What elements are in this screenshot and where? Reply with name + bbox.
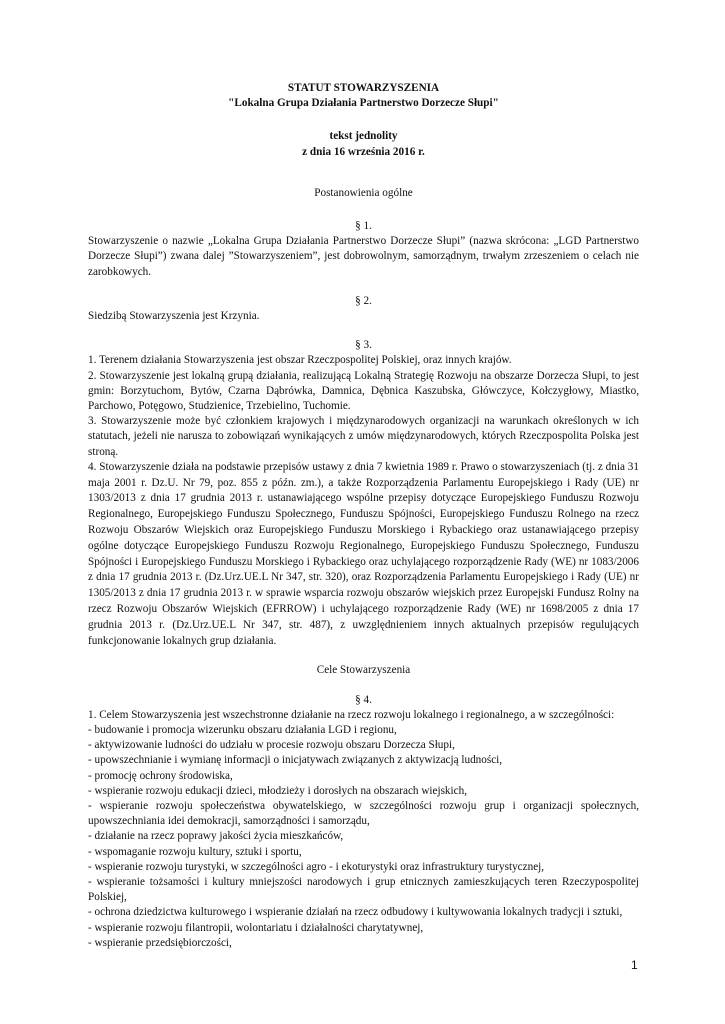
goal-list-item: - ochrona dziedzictwa kulturowego i wspieranie działań na rzecz odbudowy i kultywowania lokalnych tradycji i sztuki, [88, 906, 623, 919]
paragraph-3-title: § 3. [355, 339, 372, 352]
section-heading-goals: Cele Stowarzyszenia [316, 664, 411, 677]
goal-list-item: - promocję ochrony środowiska, [88, 769, 233, 782]
goal-list-item: - wspieranie rozwoju społeczeństwa obywatelskiego, w szczególności rozwoju grup i organizacji społecznych, upowszechniania idei demokracji, samorządności i samorządu, [88, 800, 639, 828]
document-subtitle [88, 129, 639, 159]
paragraph-2-text: Siedzibą Stowarzyszenia jest Krzynia. [88, 310, 260, 323]
paragraph-3-item-2: 2. Stowarzyszenie jest lokalną grupą działania, realizującą Lokalną Strategię Rozwoju na obszarze Dorzecza Słupi, to jest gmin: Borzytuchom, Bytów, Czarna Dąbrówka, Damnica, Dębnica Kaszubska, Główczyce, Kołczygłowy, Miastko, Parchowo, Potęgowo, Studzienice, Trzebielino, Tuchomie. [88, 369, 639, 413]
goal-list-item: - wspieranie rozwoju turystyki, w szczególności agro - i ekoturystyki oraz infrastruktury turystycznej, [88, 860, 545, 873]
paragraph-1-text: Stowarzyszenie o nazwie „Lokalna Grupa Działania Partnerstwo Dorzecze Słupi” (nazwa skrócona: „LGD Partnerstwo Dorzecze Słupi”) zwana dalej ”Stowarzyszeniem”, jest dobrowolnym, samorządnym, trwałym zrzeszeniem o celach nie zarobkowych. [88, 235, 639, 278]
document-title [88, 81, 639, 111]
goal-list-item: - wspieranie rozwoju filantropii, wolontariatu i działalności charytatywnej, [88, 921, 424, 934]
paragraph-3-item-4: 4. Stowarzyszenie działa na podstawie przepisów ustawy z dnia 7 kwietnia 1989 r. Prawo o stowarzyszeniach (tj. z dnia 31 maja 2001 r. Dz.U. Nr 79, poz. 855 z późn. zm.), a także Rozporządzenia Parlamentu Europejskiego i Rady (UE) nr 1303/2013 z dnia 17 grudnia 2013 r. ustanawiającego wspólne przepisy dotyczące Europejskiego Funduszu Rozwoju Regionalnego, Europejskiego Funduszu Społecznego, Funduszu Spójności, Europejskiego Funduszu Rolnego na rzecz Rozwoju Obszarów Wiejskich oraz Europejskiego Funduszu Morskiego i Rybackiego oraz ustanawiającego przepisy ogólne dotyczące Europejskiego Funduszu Rozwoju Regionalnego, Europejskiego Funduszu Społecznego, Funduszu Spójności i Europejskiego Funduszu Morskiego i Rybackiego oraz uchylającego rozporządzenie Rady (WE) nr 1083/2006 z dnia 17 grudnia 2013 r. (Dz.Urz.UE.L Nr 347, str. 320), oraz Rozporządzenia Parlamentu Europejskiego i Rady (UE) nr 1305/2013 z dnia 17 grudnia 2013 r. w sprawie wsparcia rozwoju obszarów wiejskich przez Europejski Fundusz Rolny na rzecz Rozwoju Obszarów Wiejskich (EFRROW) i uchylającego rozporządzenie Rady (WE) nr 1698/2005 z dnia 17 grudnia 2013 r. (Dz.Urz.UE.L Nr 347, str. 487), z uwzględnieniem innych aktualnych przepisów regulujących funkcjonowanie lokalnych grup działania. [88, 460, 639, 647]
goal-list-item: - wspieranie przedsiębiorczości, [88, 936, 232, 949]
goal-list-item: - wspieranie rozwoju edukacji dzieci, młodzieży i dorosłych na obszarach wiejskich, [88, 784, 467, 797]
document-body [88, 81, 639, 951]
paragraph-3-item-1: 1. Terenem działania Stowarzyszenia jest obszar Rzeczpospolitej Polskiej, oraz innych krajów. [88, 354, 512, 367]
goal-list-item: - aktywizowanie ludności do udziału w procesie rozwoju obszaru Dorzecza Słupi, [88, 739, 455, 752]
paragraph-3-item-3: 3. Stowarzyszenie może być członkiem krajowych i międzynarodowych organizacji na warunkach określonych w ich statutach, jeżeli nie narusza to zobowiązań wynikających z umów międzynarodowych, których Rzeczpospolita Polska jest stroną. [88, 415, 639, 458]
goal-list-item: - budowanie i promocja wizerunku obszaru działania LGD i regionu, [88, 724, 397, 737]
paragraph-4-title: § 4. [355, 693, 372, 706]
paragraph-2-title: § 2. [355, 294, 372, 307]
subtitle-line-1: tekst jednolity [329, 130, 398, 143]
goal-list-item: - upowszechnianie i wymianę informacji o inicjatywach związanych z aktywizacją ludności, [88, 754, 503, 767]
title-line-1: STATUT STOWARZYSZENIA [287, 82, 440, 94]
goal-list-item: - działanie na rzecz poprawy jakości życia mieszkańców, [88, 830, 344, 843]
page-number: 1 [631, 958, 638, 972]
title-line-2: "Lokalna Grupa Działania Partnerstwo Dorzecze Słupi" [228, 97, 499, 110]
goal-list-item: - wspomaganie rozwoju kultury, sztuki i sportu, [88, 845, 302, 858]
goal-list-item: - wspieranie tożsamości i kultury mniejszości narodowych i grup etnicznych zamieszkujących teren Rzeczypospolitej Polskiej, [88, 876, 639, 904]
paragraph-4-intro: 1. Celem Stowarzyszenia jest wszechstronne działanie na rzecz rozwoju lokalnego i regionalnego, a w szczególności: [88, 708, 615, 721]
subtitle-line-2: z dnia 16 września 2016 r. [302, 145, 425, 158]
section-heading-general: Postanowienia ogólne [314, 186, 413, 199]
paragraph-1-title: § 1. [355, 220, 372, 233]
